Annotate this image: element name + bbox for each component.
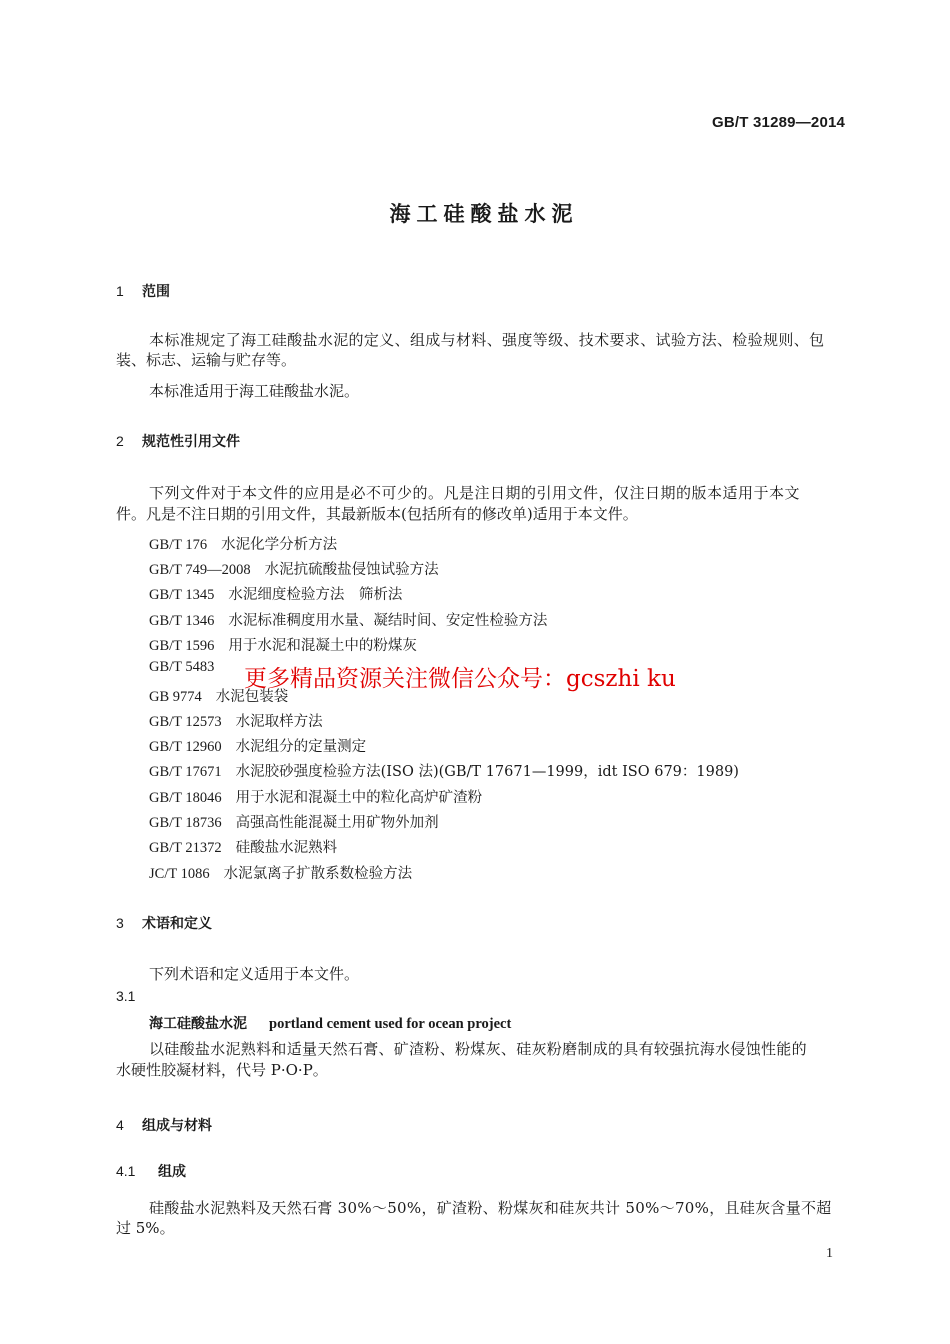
section-title: 规范性引用文件 — [142, 434, 240, 450]
reference-code: GB 9774 — [149, 689, 202, 705]
section-number: 2 — [116, 433, 124, 449]
reference-item — [149, 735, 366, 756]
section-3-heading — [116, 913, 212, 933]
section-number: 1 — [116, 283, 124, 299]
reference-item — [149, 786, 482, 807]
subsection-4-1-heading — [116, 1161, 186, 1181]
section-number: 3 — [116, 915, 124, 931]
reference-item — [149, 609, 547, 630]
reference-title: 水泥组分的定量测定 — [235, 739, 367, 755]
section-title: 范围 — [142, 284, 170, 300]
reference-item — [149, 862, 412, 883]
reference-title: 水泥包装袋 — [215, 689, 289, 705]
reference-code: GB/T 17671 — [149, 764, 222, 780]
reference-item — [149, 685, 288, 706]
page-number: 1 — [826, 1246, 833, 1261]
paragraph-line: 装、标志、运输与贮存等。 — [116, 351, 297, 369]
watermark-text: 更多精品资源关注微信公众号：gcszhi ku — [244, 666, 676, 692]
section-4-heading — [116, 1115, 212, 1135]
reference-title: 硅酸盐水泥熟料 — [235, 840, 338, 856]
reference-title: 水泥氯离子扩散系数检验方法 — [223, 866, 413, 882]
document-title: 海工硅酸盐水泥 — [389, 202, 579, 226]
paragraph-line: 过 5%。 — [116, 1219, 175, 1237]
reference-item — [149, 659, 228, 676]
reference-code: GB/T 18046 — [149, 790, 222, 806]
term-chinese: 海工硅酸盐水泥 — [149, 1016, 247, 1032]
clause-number: 4.1 — [116, 1163, 136, 1179]
reference-code: GB/T 21372 — [149, 840, 222, 856]
term-entry — [149, 1013, 511, 1033]
clause-number: 3.1 — [116, 988, 136, 1004]
reference-title: 高强高性能混凝土用矿物外加剂 — [235, 815, 439, 831]
reference-title: 水泥胶砂强度检验方法(ISO 法)(GB/T 17671—1999，idt ISO 679：1989) — [235, 764, 739, 780]
reference-code: GB/T 12960 — [149, 739, 222, 755]
reference-code: GB/T 1596 — [149, 638, 215, 654]
section-2-heading — [116, 431, 240, 451]
paragraph: 本标准适用于海工硅酸盐水泥。 — [149, 382, 360, 400]
standard-number: GB/T 31289—2014 — [712, 114, 846, 131]
paragraph-line: 下列文件对于本文件的应用是必不可少的。凡是注日期的引用文件，仅注日期的版本适用于本文 — [149, 484, 801, 502]
section-title: 术语和定义 — [142, 916, 212, 932]
reference-item — [149, 710, 323, 731]
reference-code: GB/T 1346 — [149, 613, 215, 629]
reference-code: GB/T 749—2008 — [149, 562, 251, 578]
reference-item — [149, 760, 739, 781]
reference-code: GB/T 176 — [149, 537, 208, 553]
reference-code: GB/T 1345 — [149, 587, 215, 603]
reference-code: GB/T 18736 — [149, 815, 222, 831]
reference-title: 水泥抗硫酸盐侵蚀试验方法 — [264, 562, 439, 578]
reference-title: 水泥化学分析方法 — [221, 537, 338, 553]
reference-item — [149, 558, 439, 579]
reference-title: 水泥标准稠度用水量、凝结时间、安定性检验方法 — [228, 613, 548, 629]
reference-title: 水泥取样方法 — [235, 714, 323, 730]
reference-code: GB/T 5483 — [149, 659, 215, 675]
reference-item — [149, 533, 337, 554]
reference-item — [149, 634, 417, 655]
paragraph-line: 本标准规定了海工硅酸盐水泥的定义、组成与材料、强度等级、技术要求、试验方法、检验规则、包 — [149, 331, 825, 349]
term-english: portland cement used for ocean project — [269, 1016, 512, 1032]
reference-item — [149, 836, 337, 857]
subsection-title: 组成 — [158, 1164, 186, 1180]
reference-code: JC/T 1086 — [149, 866, 210, 882]
section-title: 组成与材料 — [142, 1118, 212, 1134]
reference-title: 用于水泥和混凝土中的粉煤灰 — [228, 638, 417, 654]
reference-item — [149, 811, 439, 832]
paragraph-line: 件。凡是不注日期的引用文件，其最新版本(包括所有的修改单)适用于本文件。 — [116, 505, 638, 523]
paragraph-line: 硅酸盐水泥熟料及天然石膏 30%～50%，矿渣粉、粉煤灰和硅灰共计 50%～70%，且硅灰含量不超 — [149, 1199, 832, 1217]
reference-title: 水泥细度检验方法 筛析法 — [228, 587, 403, 603]
definition-line: 水硬性胶凝材料，代号 P·O·P。 — [116, 1061, 328, 1079]
section-1-heading — [116, 281, 170, 301]
reference-title: 用于水泥和混凝土中的粒化高炉矿渣粉 — [235, 790, 483, 806]
definition-line: 以硅酸盐水泥熟料和适量天然石膏、矿渣粉、粉煤灰、硅灰粉磨制成的具有较强抗海水侵蚀性能的 — [149, 1040, 807, 1058]
reference-item — [149, 583, 402, 604]
reference-code: GB/T 12573 — [149, 714, 222, 730]
section-number: 4 — [116, 1117, 124, 1133]
paragraph: 下列术语和定义适用于本文件。 — [149, 965, 360, 983]
